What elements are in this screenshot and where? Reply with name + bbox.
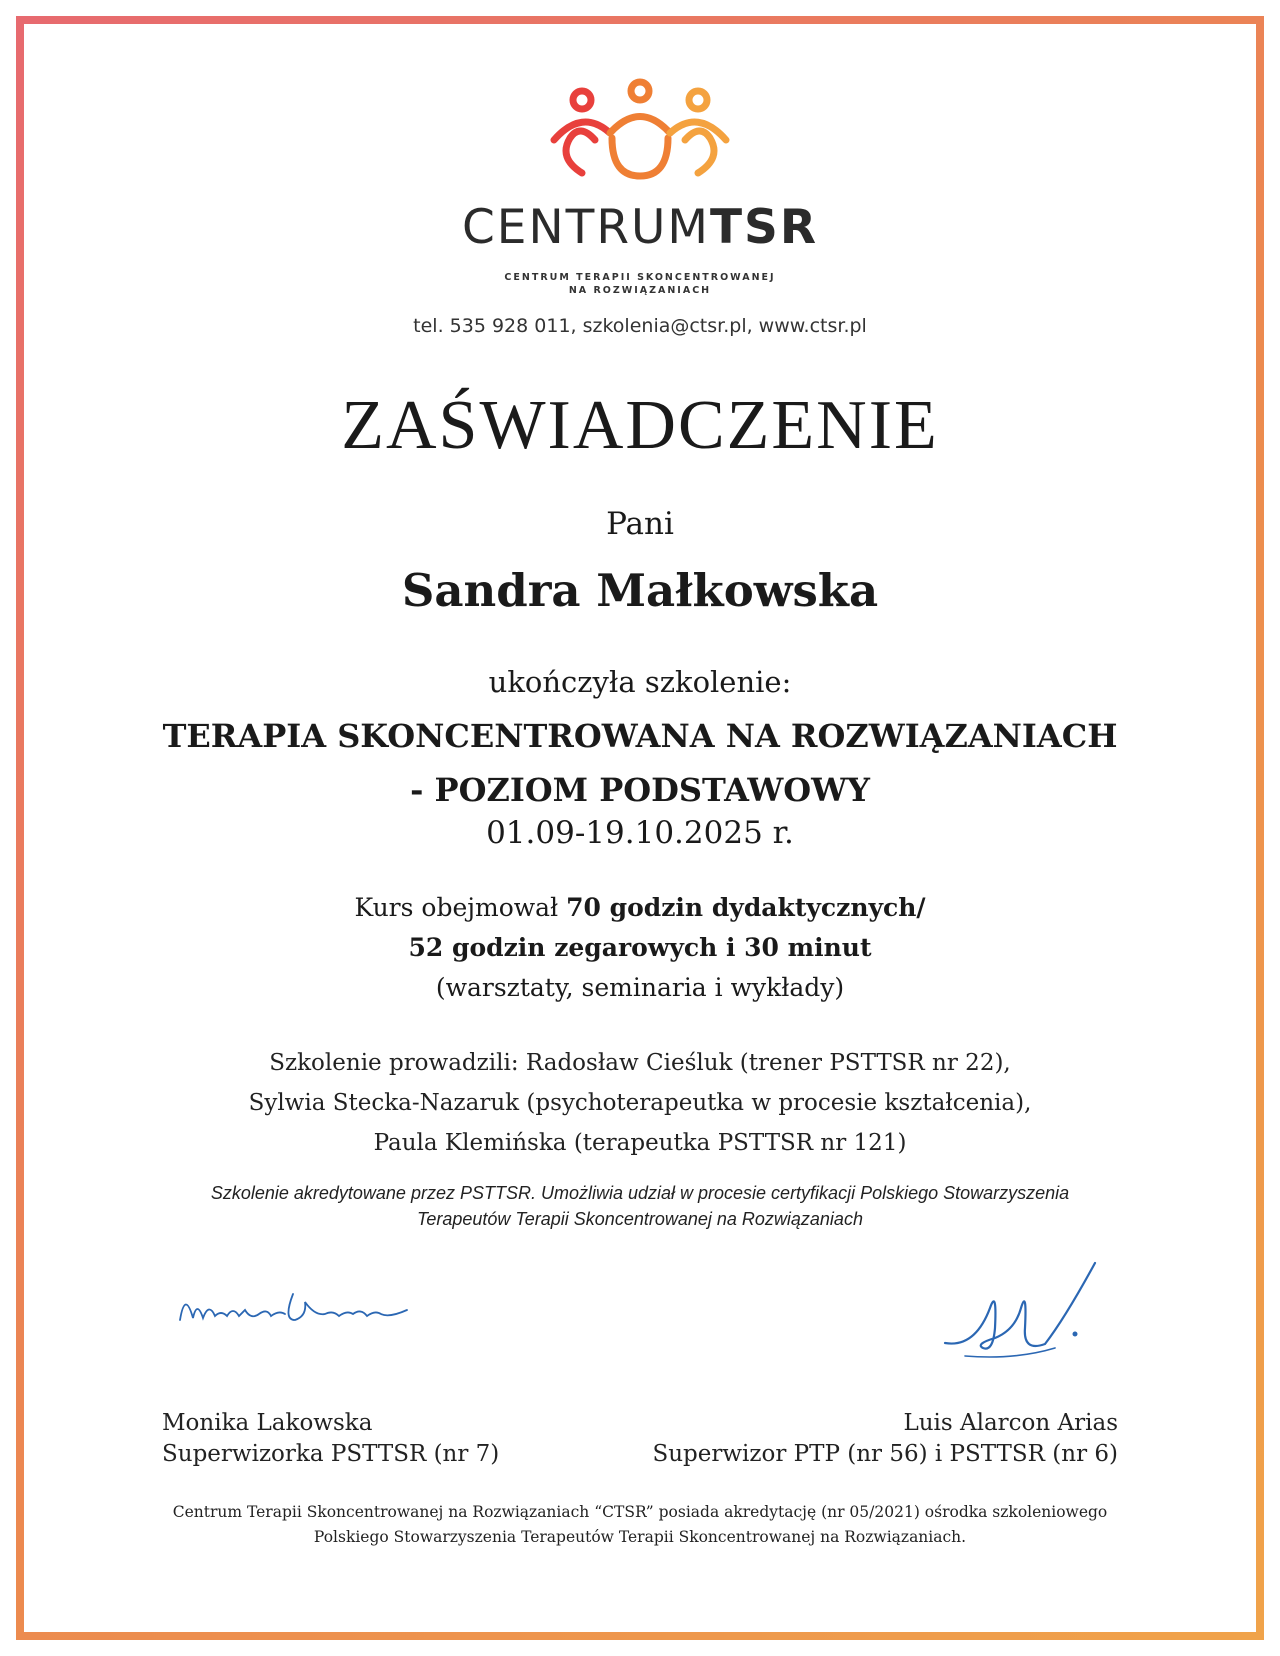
course-dates: 01.09-19.10.2025 r. [486, 815, 794, 851]
course-hours: Kurs obejmował 70 godzin dydaktycznych/ 52 godzin zegarowych i 30 minut (warsztaty, seminaria i wykłady) [354, 893, 926, 1002]
recipient-name: Sandra Małkowska [401, 564, 879, 617]
trainers-list: Szkolenie prowadzili: Radosław Cieśluk (trener PSTTSR nr 22), Sylwia Stecka-Nazaruk (psychoterapeutka w procesie kształcenia), Paula Klemińska (terapeutka PSTTSR nr 121) [248, 1050, 1032, 1156]
signature-right-image [935, 1248, 1105, 1368]
brand-name: CENTRUMTSR [461, 200, 819, 255]
footer-note: Centrum Terapii Skoncentrowanej na Rozwiązaniach “CTSR” posiada akredytację (nr 05/2021) ośrodka szkoleniowego Polskiego Stowarzyszenia Terapeutów Terapii Skoncentrowanej na Rozwiązaniach. [172, 1503, 1108, 1546]
brand-subtitle: CENTRUM TERAPII SKONCENTROWANEJ NA ROZWIĄZANIACH [504, 272, 776, 296]
ctsr-logo-icon [540, 78, 740, 188]
accreditation-note: Szkolenie akredytowane przez PSTTSR. Umożliwia udział w procesie certyfikacji Polskiego Stowarzyszenia Terapeutów Terapii Skoncentrowanej na Rozwiązaniach [210, 1183, 1070, 1229]
signer-left-name: Monika Lakowska [162, 1410, 373, 1436]
signer-left [162, 1408, 499, 1470]
course-title: TERAPIA SKONCENTROWANA NA ROZWIĄZANIACH - POZIOM PODSTAWOWY [162, 717, 1118, 809]
completed-text: ukończyła szkolenie: [488, 665, 792, 699]
signer-right-name: Luis Alarcon Arias [903, 1410, 1118, 1436]
signer-right-role: Superwizor PTP (nr 56) i PSTTSR (nr 6) [652, 1441, 1118, 1467]
signer-right [652, 1408, 1118, 1470]
signer-left-role: Superwizorka PSTTSR (nr 7) [162, 1441, 500, 1467]
certificate-title: ZAŚWIADCZENIE [341, 387, 939, 464]
signature-left-image [175, 1280, 415, 1340]
contact-info: tel. 535 928 011, szkolenia@ctsr.pl, www.ctsr.pl [413, 315, 867, 337]
salutation: Pani [606, 506, 674, 542]
